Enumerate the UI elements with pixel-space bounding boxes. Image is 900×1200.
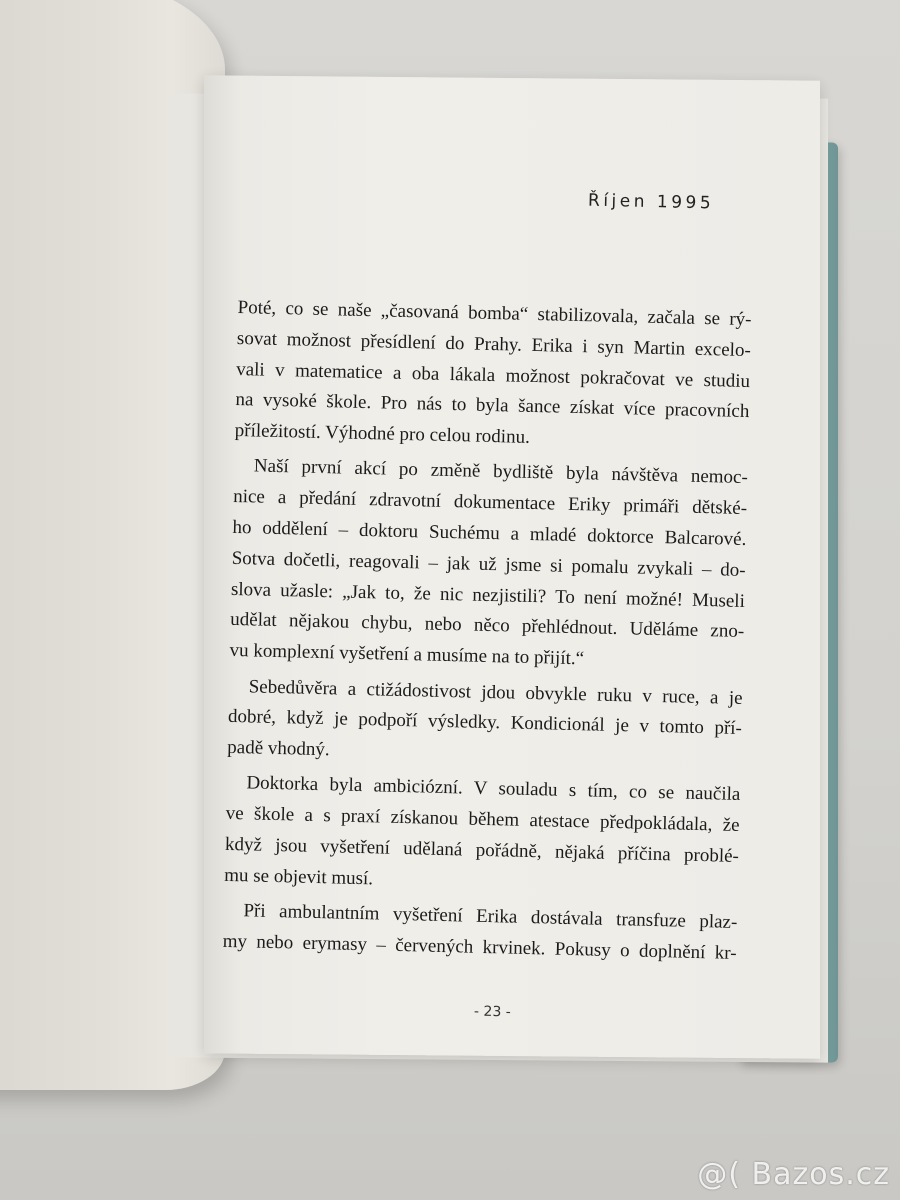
text-line: my nebo erymasy – červených krvinek. Pokusy o doplnění kr- bbox=[222, 930, 737, 964]
text-line: Poté, co se naše „časovaná bomba“ stabilizovala, začala se rý- bbox=[237, 296, 752, 331]
text-line: sovat možnost přesídlení do Prahy. Erika i syn Martin excelo- bbox=[236, 327, 752, 361]
text-line: vali v matematice a oba lákala možnost pokračovat ve studiu bbox=[235, 358, 751, 392]
text-line: Naší první akcí po změně bydliště byla návštěva nemoc- bbox=[253, 455, 749, 489]
text-line: ve škole a s praxí získanou během atestace předpokládala, že bbox=[225, 803, 740, 837]
watermark: @( Bazos.cz bbox=[697, 1157, 890, 1192]
text-line: když jsou vyšetření udělaná pořádně, nějaká příčina problé- bbox=[224, 833, 740, 868]
text-line: dobré, když je podpoří výsledky. Kondicionál je v tomto pří- bbox=[227, 706, 743, 740]
text-line: nice a předání zdravotní dokumentace Eriky primáři dětské- bbox=[232, 486, 748, 520]
text-line: Při ambulantním vyšetření Erika dostávala transfuze plaz- bbox=[243, 900, 738, 934]
paragraph bbox=[224, 768, 741, 903]
text-line: vu komplexní vyšetření a musíme na to přijít.“ bbox=[229, 640, 585, 670]
text-line: Doktorka byla ambiciózní. V souladu s tím, co se naučila bbox=[246, 772, 741, 806]
text-line: slova užasle: „Jak to, že nic nezjistili? To není možné! Museli bbox=[230, 578, 746, 612]
text-line: mu se objevit musí. bbox=[224, 864, 374, 890]
paragraph bbox=[222, 896, 737, 970]
text-line: Sebedůvěra a ctižádostivost jdou obvykle ruku v ruce, a je bbox=[248, 675, 743, 709]
paragraph bbox=[229, 451, 748, 679]
text-line: příležitostí. Výhodné pro celou rodinu. bbox=[234, 420, 531, 449]
paragraph bbox=[227, 671, 743, 775]
paragraph bbox=[234, 293, 751, 459]
text-line: na vysoké škole. Pro nás to byla šance získat více pracovních bbox=[235, 389, 750, 423]
text-line: padě vhodný. bbox=[227, 737, 330, 761]
body-text bbox=[222, 293, 752, 970]
text-line: ho oddělení – doktoru Suchému a mladé doktorce Balcarové. bbox=[232, 517, 747, 551]
chapter-title: Říjen 1995 bbox=[587, 190, 715, 214]
page-number: - 23 - bbox=[473, 1003, 512, 1021]
text-line: udělat nějakou chybu, nebo něco přehlédnout. Uděláme zno- bbox=[230, 609, 745, 643]
text-line: Sotva dočetli, reagovali – jak už jsme si pomalu zvykali – do- bbox=[231, 547, 746, 581]
